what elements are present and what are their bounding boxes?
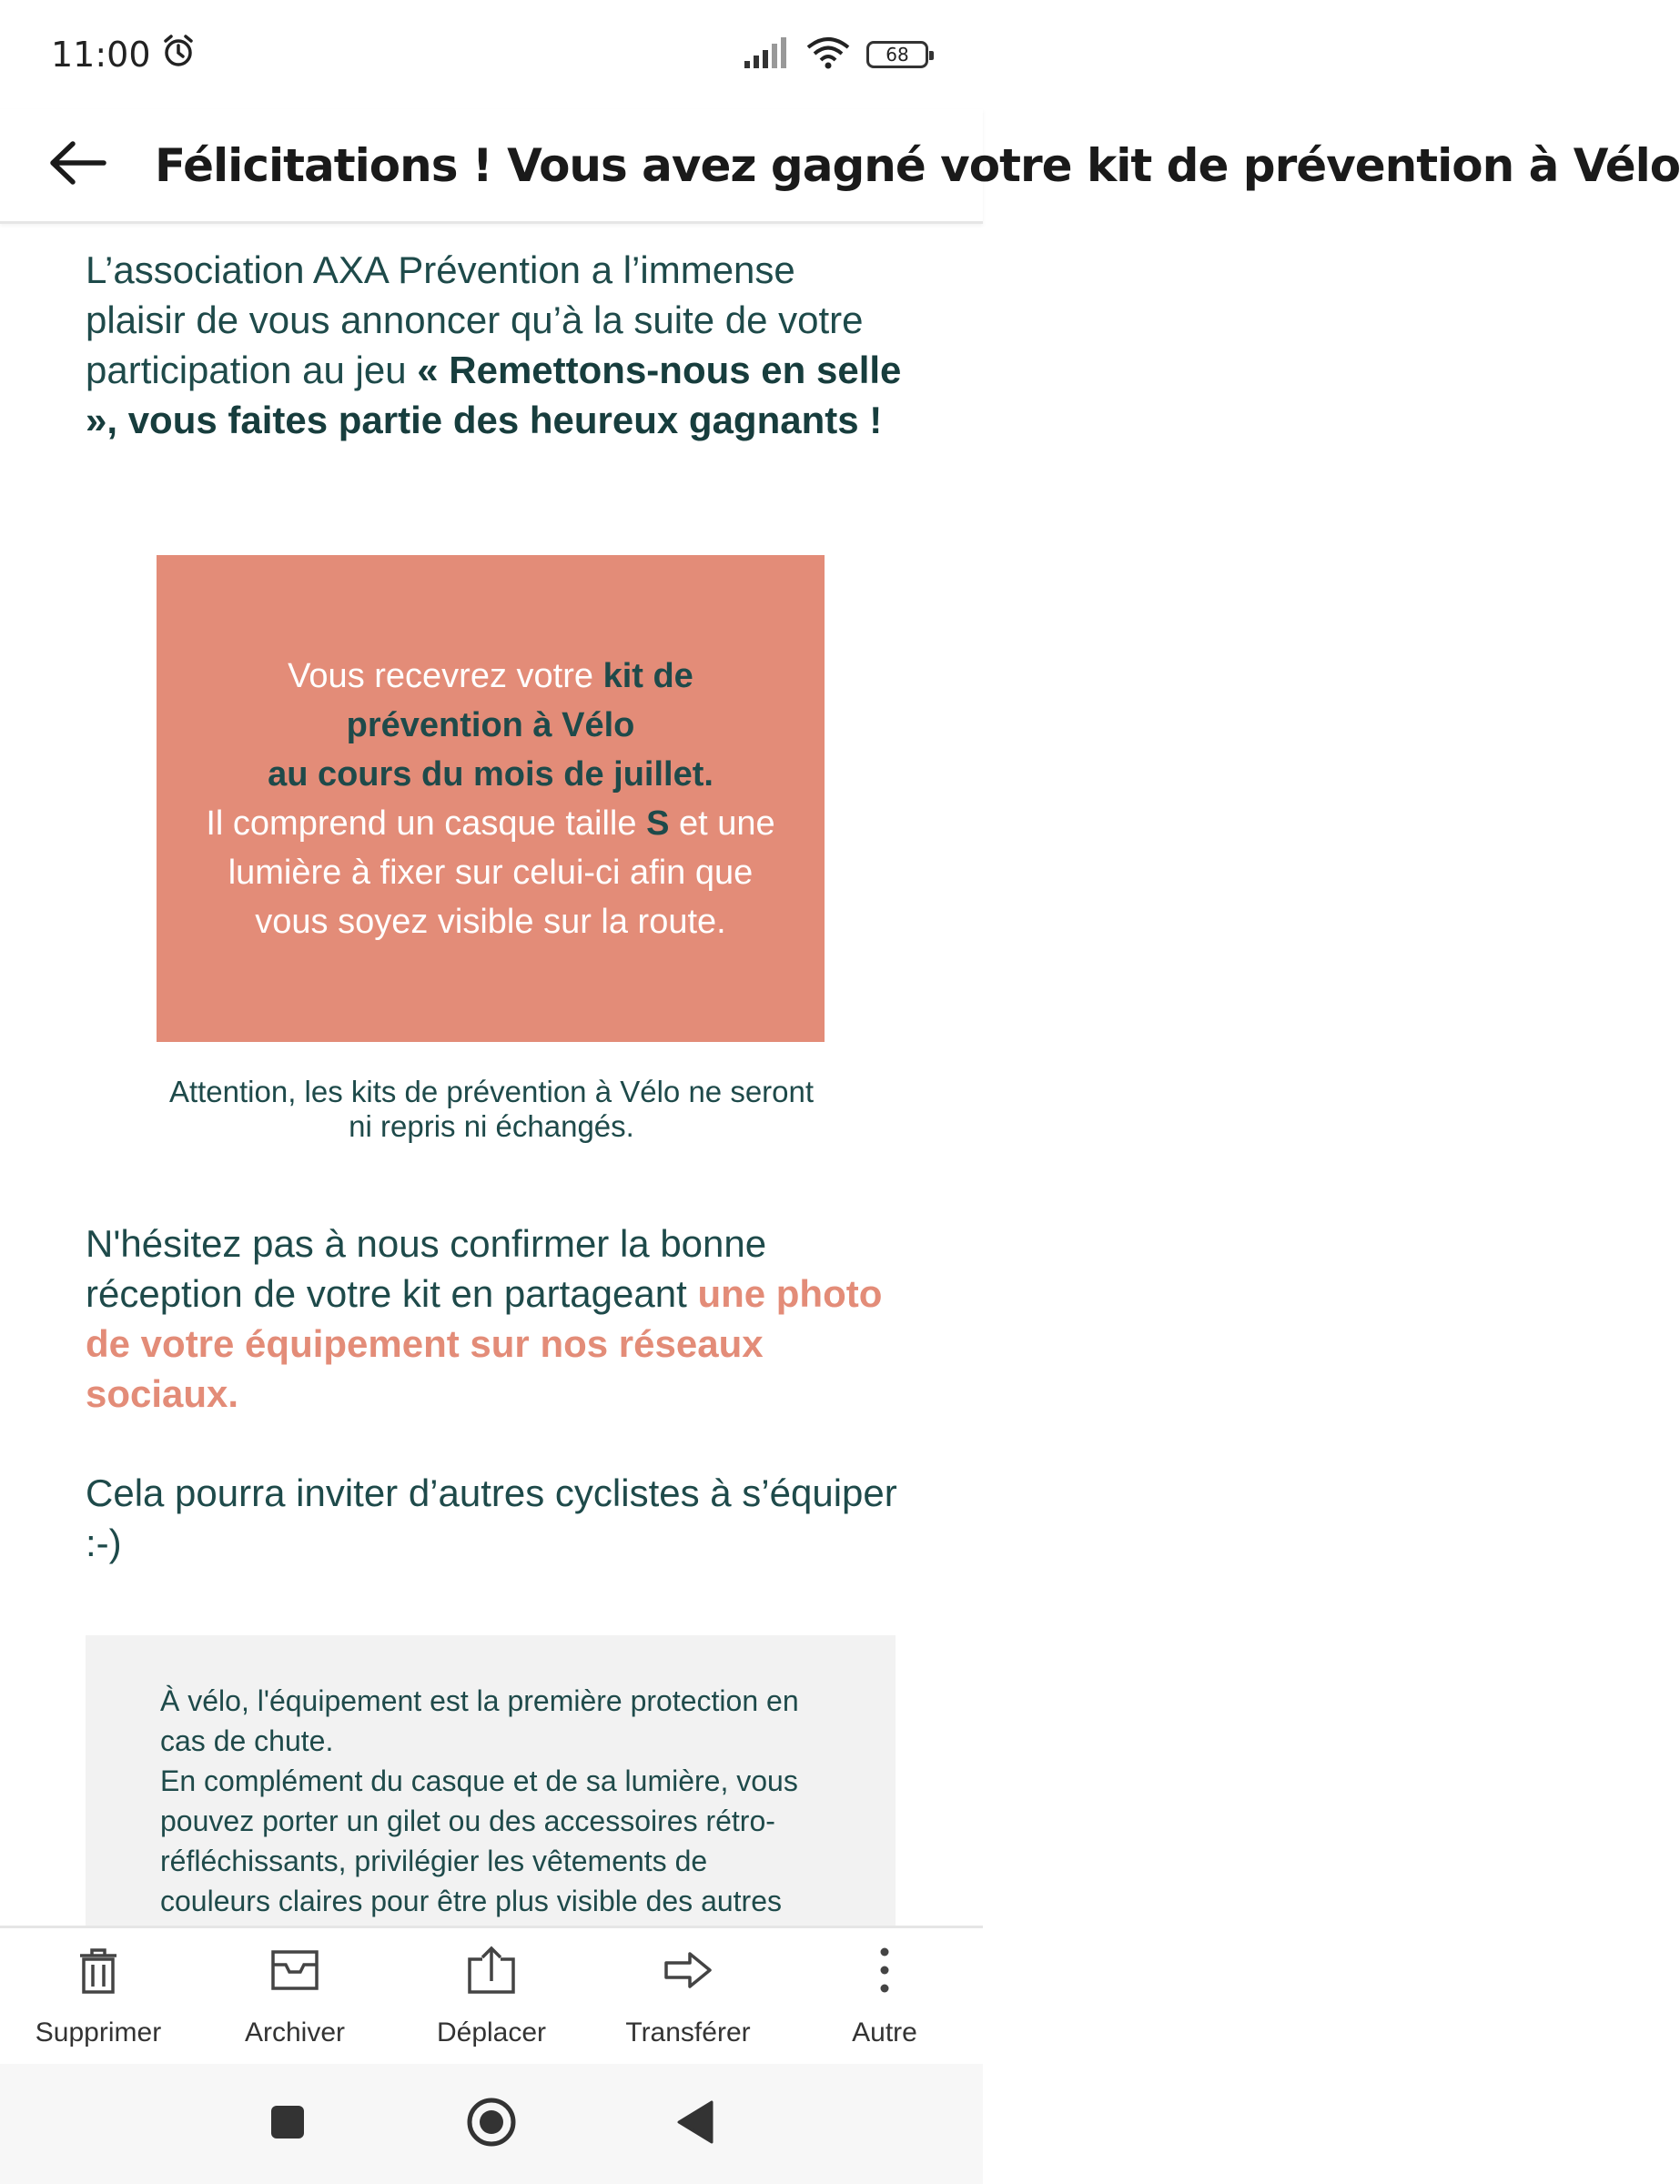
email-body[interactable] (0, 227, 983, 1925)
tips-line-1: À vélo, l'équipement est la première protection en cas de chute. (160, 1684, 799, 1757)
kit-bold-3: S (646, 804, 670, 843)
trash-icon (71, 1943, 126, 2005)
home-button[interactable] (462, 2095, 521, 2153)
more-button[interactable] (786, 1943, 983, 2048)
status-left (51, 33, 197, 77)
app-bar (0, 109, 1680, 224)
arrow-left-icon (49, 140, 106, 190)
delete-button[interactable] (0, 1943, 197, 2048)
attention-note: Attention, les kits de prévention à Vélo ne seront ni repris ni échangés. (168, 1075, 815, 1143)
triangle-back-icon (675, 2099, 715, 2149)
kit-text-2: Il comprend un casque taille (206, 804, 647, 843)
alarm-icon (160, 33, 197, 77)
tips-line-2: En complément du casque et de sa lumière, vous pouvez porter un gilet ou des accessoires rétro-réfléchissants, privilégier les vêtements de couleurs claires pour être plus visible des autres (160, 1764, 798, 1917)
battery-icon: 68 (866, 41, 928, 68)
more-vertical-icon (857, 1943, 912, 2005)
status-right (743, 36, 928, 74)
archive-icon (268, 1943, 322, 2005)
wifi-icon (806, 36, 850, 74)
archive-button[interactable] (197, 1943, 393, 2048)
share-paragraph (86, 1218, 905, 1419)
system-nav-bar (0, 2064, 983, 2184)
move-icon (464, 1943, 519, 2005)
intro-paragraph (86, 245, 905, 445)
more-label: Autre (852, 2017, 917, 2048)
kit-info-box (157, 555, 825, 1042)
share-text: N'hésitez pas à nous confirmer la bonne réception de votre kit en partageant (86, 1222, 767, 1315)
move-label: Déplacer (436, 2017, 547, 2048)
back-nav-button[interactable] (666, 2095, 724, 2153)
forward-label: Transférer (625, 2017, 751, 2048)
square-icon (269, 2104, 306, 2145)
kit-text-3: et une lumière à fixer sur celui-ci afin que vous soyez visible sur la route. (228, 804, 775, 941)
recents-button[interactable] (258, 2095, 317, 2153)
back-button[interactable] (0, 108, 155, 223)
status-time: 11:00 (51, 35, 151, 75)
invite-paragraph: Cela pourra inviter d’autres cyclistes à s’équiper :-) (86, 1471, 897, 1564)
forward-arrow-icon (661, 1943, 715, 2005)
email-action-toolbar (0, 1926, 983, 2062)
social-networks-link[interactable]: une photo de votre équipement sur nos réseaux sociaux. (86, 1272, 883, 1415)
kit-info-text (202, 652, 779, 946)
forward-button[interactable] (590, 1943, 786, 2048)
intro-bold-text: « Remettons-nous en selle », vous faites partie des heureux gagnants ! (86, 349, 902, 441)
kit-bold-1: kit de prévention à Vélo (346, 656, 693, 744)
move-button[interactable] (393, 1943, 590, 2048)
archive-label: Archiver (244, 2017, 346, 2048)
delete-label: Supprimer (35, 2017, 162, 2048)
intro-text: L’association AXA Prévention a l’immense plaisir de vous annoncer qu’à la suite de votre participation au jeu (86, 248, 864, 391)
status-bar (0, 0, 983, 109)
signal-icon (743, 37, 790, 73)
home-circle-icon (466, 2097, 517, 2152)
email-subject-title: Félicitations ! Vous avez gagné votre kit de prévention à Vélo (155, 138, 1680, 192)
kit-bold-2: au cours du mois de juillet. (268, 754, 713, 794)
kit-text-1: Vous recevrez votre (288, 656, 603, 695)
